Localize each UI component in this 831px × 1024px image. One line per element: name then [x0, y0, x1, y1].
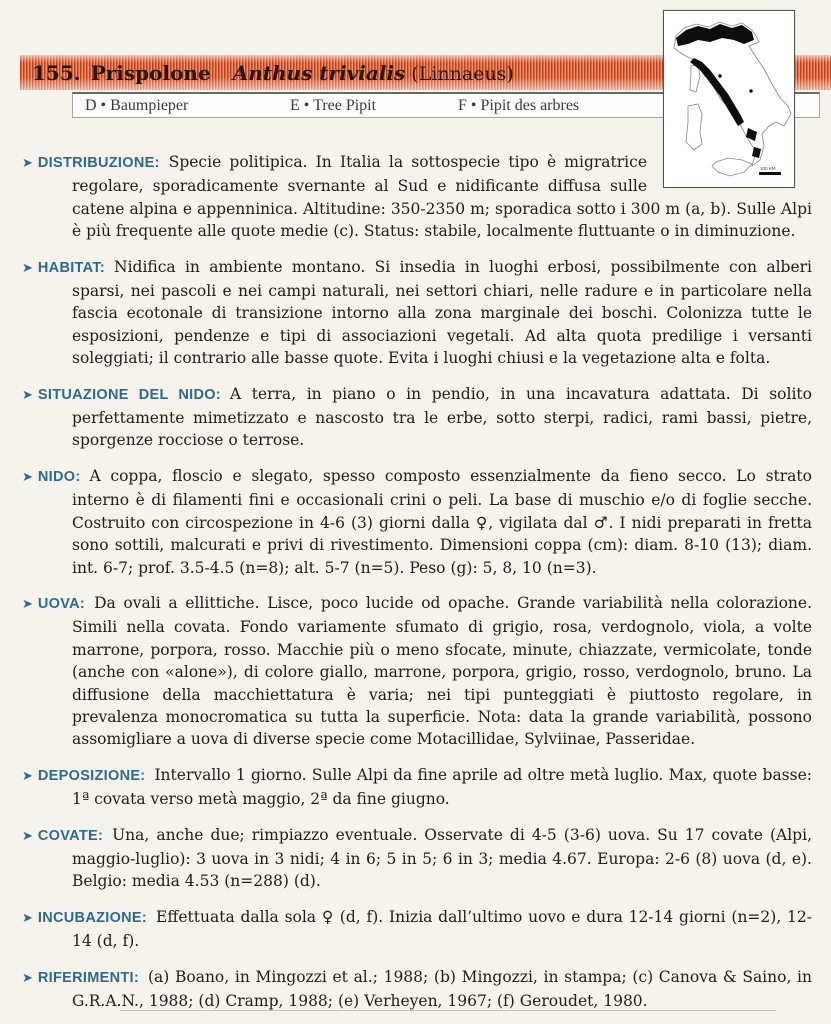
section-title: RIFERIMENTI:: [37, 969, 139, 986]
page-bottom-rule: [120, 1010, 776, 1011]
arrow-bullet-icon: ➤: [22, 260, 33, 276]
section-title: SITUAZIONE DEL NIDO:: [37, 386, 221, 403]
language-name-french: F • Pipit des arbres: [458, 96, 580, 114]
section-text: Intervallo 1 giorno. Sulle Alpi da fine aprile ad oltre metà luglio. Max, quote basse: 1ª covata verso metà maggio, 2ª da fine giugno.: [72, 765, 812, 809]
map-scale-bar: [759, 166, 781, 175]
section-text: Una, anche due; rimpiazzo eventuale. Osservate di 4-5 (3-6) uova. Su 17 covate (Alpi, maggio-luglio): 3 uova in 3 nidi; 4 in 6; 5 in 5; 6 in 3; media 4.67. Europa: 2-6 (8) uova (d, e). Belgio: media 4.53 (n=288) (d).: [72, 825, 812, 891]
page-title: [20, 61, 514, 85]
section-title: UOVA:: [37, 595, 86, 612]
arrow-bullet-icon: ➤: [22, 596, 33, 612]
section-riferimenti: [22, 966, 812, 1013]
section-deposizione: [22, 764, 812, 811]
section-title: NIDO:: [37, 468, 81, 485]
map-scale-label: 100 KM: [760, 166, 776, 171]
section-text: A terra, in piano o in pendio, in una incavatura adattata. Di solito perfettamente mimetizzato e nascosto tra le erbe, sotto sterpi, radici, rami bassi, pietre, sporgenze rocciose o terrose.: [72, 384, 812, 450]
section-title: INCUBAZIONE:: [37, 909, 148, 926]
arrow-bullet-icon: ➤: [22, 828, 33, 844]
section-text: Specie politipica. In Italia la sottospecie tipo è migratrice regolare, sporadicamente svernante al Sud e nidificante diffusa sulle catene alpina e appenninica. Altitudine: 350-2350 m; sporadica sotto i 300 m (a, b). Sulle Alpi è più frequente alle quote medie (c). Status: stabile, localmente fluttuante o in diminuzione.: [72, 153, 812, 241]
arrow-bullet-icon: ➤: [22, 156, 33, 171]
section-title: HABITAT:: [37, 259, 106, 276]
section-habitat: [22, 256, 812, 370]
section-text: Effettuata dalla sola ♀ (d, f). Inizia dall’ultimo uovo e dura 12-14 giorni (n=2), 12-14 (d, f).: [72, 907, 812, 951]
section-title: DISTRIBUZIONE:: [37, 155, 160, 171]
species-common-name: Prispolone: [90, 60, 211, 85]
arrow-bullet-icon: ➤: [22, 910, 33, 926]
section-text: Da ovali a ellittiche. Lisce, poco lucide od opache. Grande variabilità nella colorazione. Simili nella covata. Fondo variamente sfumato di grigio, rosa, verdognolo, viola, a volte marrone, porpora, rosso. Macchie più o meno sfocate, minute, chiazzate, vermicolate, tonde (anche con «alone»), di colore giallo, marrone, porpora, grigio, rosso, verdognolo, bruno. La diffusione della macchiettatura è varia; nei tipi punteggiati è piuttosto regolare, in prevalenza monocromatica su tutta la superficie. Nota: data la grande variabilità, possono assomigliare a uova di diverse specie come Motacillidae, Sylviinae, Passeridae.: [72, 593, 812, 749]
language-name-german: D • Baumpieper: [85, 96, 189, 114]
section-incubazione: [22, 906, 812, 953]
section-text: (a) Boano, in Mingozzi et al.; 1988; (b) Mingozzi, in stampa; (c) Canova & Saino, in G.R.A.N., 1988; (d) Cramp, 1988; (e) Verheyen, 1967; (f) Geroudet, 1980.: [72, 967, 812, 1010]
distribution-map: [663, 10, 795, 188]
section-covate: [22, 824, 812, 893]
italy-outline: [674, 22, 791, 176]
section-title: DEPOSIZIONE:: [37, 767, 146, 784]
section-text: A coppa, floscio e slegato, spesso composto essenzialmente da fieno secco. Lo strato interno è di filamenti fini e occasionali crini o peli. La base di muschio e/o di foglie secche. Costruito con circospezione in 4-6 (3) giorni dalla ♀, vigilata dal ♂. I nidi preparati in fretta sono sottili, malcurati e privi di rivestimento. Dimensioni coppa (cm): diam. 8-10 (13); diam. int. 6-7; prof. 3.5-4.5 (n=8); alt. 5-7 (n=5). Peso (g): 5, 8, 10 (n=3).: [72, 466, 812, 577]
arrow-bullet-icon: ➤: [22, 970, 33, 986]
section-uova: [22, 592, 812, 751]
species-author: (Linnaeus): [411, 62, 514, 85]
language-name-english: E • Tree Pipit: [290, 96, 377, 114]
section-situazione-del-nido: [22, 383, 812, 452]
species-latin-name: Anthus trivialis: [232, 60, 406, 85]
section-nido: [22, 465, 812, 579]
species-account-body: [22, 151, 812, 1024]
species-number: 155.: [32, 60, 81, 85]
distribution-areas: [676, 24, 761, 158]
section-text: Nidifica in ambiente montano. Si insedia in luoghi erbosi, possibilmente con alberi sparsi, nei pascoli e nei campi naturali, nei settori chiari, nelle radure e in particolare nella fascia ecotonale di transizione intorno alla zona marginale dei boschi. Colonizza tutte le esposizioni, pendenze e tipi di associazioni vegetali. Ad alta quota predilige i versanti soleggiati; il contrario alle basse quote. Evita i luoghi chiusi e la vegetazione alta e folta.: [72, 257, 812, 368]
arrow-bullet-icon: ➤: [22, 469, 33, 485]
italy-map-svg: [664, 11, 794, 187]
arrow-bullet-icon: ➤: [22, 387, 33, 403]
arrow-bullet-icon: ➤: [22, 768, 33, 784]
section-title: COVATE:: [37, 827, 104, 844]
